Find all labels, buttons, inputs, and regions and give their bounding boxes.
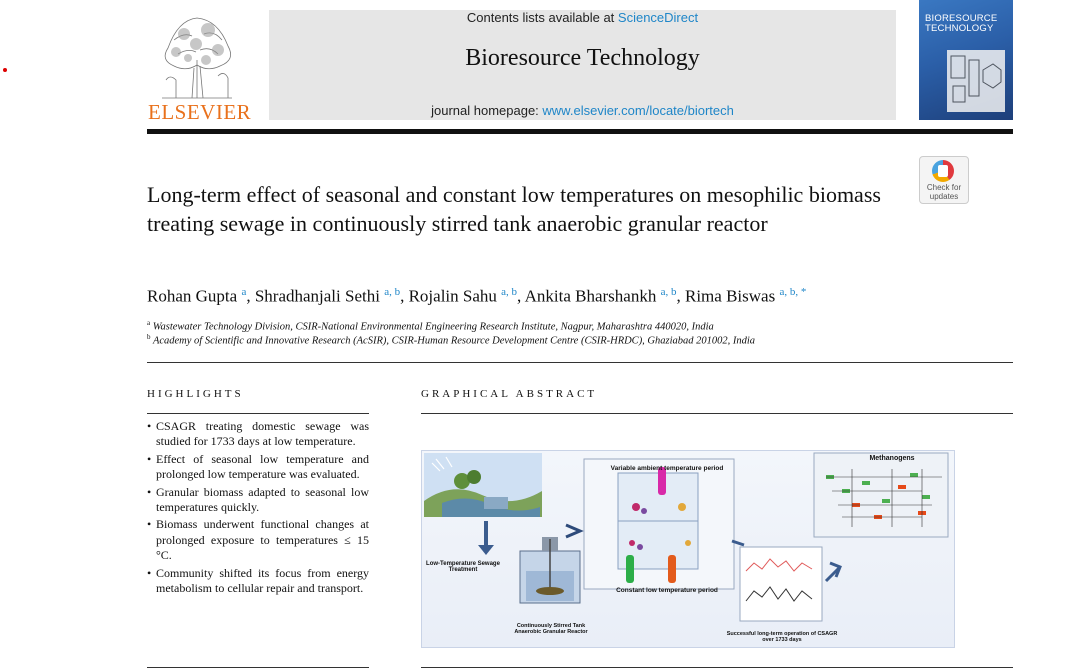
bottom-rule-left [147, 667, 369, 668]
highlights-heading: HIGHLIGHTS [147, 388, 244, 400]
section-rule [147, 362, 1013, 363]
red-dot-mark [3, 68, 7, 72]
highlight-item [147, 566, 369, 597]
journal-banner [269, 10, 896, 120]
ga-sewage-label: Low-Temperature Sewage Treatment [426, 561, 500, 573]
author-affiliation-link[interactable]: a, b [501, 286, 518, 298]
check-for-updates-button[interactable] [919, 156, 969, 204]
journal-name[interactable]: Bioresource Technology [465, 45, 700, 71]
highlight-text: Effect of seasonal low temperature and prolonged low temperature was evaluated. [156, 451, 369, 482]
graphical-abstract-graphic [422, 451, 954, 647]
bookmark-icon [932, 160, 954, 182]
highlight-text: CSAGR treating domestic sewage was studied for 1733 days at low temperature. [156, 419, 369, 449]
sciencedirect-link[interactable]: ScienceDirect [617, 10, 699, 25]
contents-line [269, 10, 896, 25]
bullet: • [147, 484, 152, 499]
journal-cover-thumbnail[interactable] [919, 0, 1013, 120]
highlight-text: Granular biomass adapted to seasonal low temperatures quickly. [156, 484, 369, 515]
affiliation-text: Academy of Scientific and Innovative Research (AcSIR), CSIR-Human Resource Development Centre (CSIR-HRDC), Ghaziabad 201002, India [152, 335, 756, 347]
author-name[interactable]: Rima Biswas [684, 286, 776, 306]
article-title: Long-term effect of seasonal and constant low temperatures on mesophilic biomass treating sewage in continuously stirred tank anaerobic granular reactor [147, 182, 881, 236]
affiliation-marker: b [147, 333, 151, 341]
cover-figure [947, 50, 1005, 112]
affiliation [147, 333, 1007, 347]
graphical-abstract-figure[interactable] [421, 450, 955, 648]
elsevier-logo[interactable] [148, 10, 252, 124]
cover-title: BIORESOURCE TECHNOLOGY [925, 13, 998, 34]
author-affiliation-link[interactable]: a [241, 286, 247, 298]
ga-reactor-label: Continuously Stirred Tank Anaerobic Granular Reactor [514, 623, 588, 635]
author-affiliation-link[interactable]: a, b [384, 286, 401, 298]
highlight-item [147, 419, 369, 450]
author-name[interactable]: Shradhanjali Sethi [254, 286, 380, 306]
bullet: • [147, 451, 152, 466]
graphical-abstract-rule [421, 413, 1013, 414]
author-name[interactable]: Rohan Gupta [147, 286, 238, 306]
highlight-text: Biomass underwent functional changes at prolonged exposure to temperatures ≤ 15 °C. [156, 517, 369, 563]
author-name[interactable]: Rojalin Sahu [408, 286, 497, 306]
highlight-item [147, 452, 369, 483]
graphical-abstract-heading: GRAPHICAL ABSTRACT [421, 388, 598, 400]
ga-variable-label: Variable ambient temperature period [610, 465, 724, 472]
homepage-prefix: journal homepage: [431, 103, 543, 118]
bottom-rule-right [421, 667, 1013, 668]
publisher-wordmark: ELSEVIER [148, 100, 252, 124]
affiliation-marker: a [147, 319, 151, 327]
highlight-text: Community shifted its focus from energy metabolism to cellular repair and transport. [156, 565, 369, 596]
bullet: • [147, 419, 152, 433]
header-rule [147, 129, 1013, 134]
author-affiliation-link[interactable]: a, b, * [779, 286, 807, 298]
homepage-line [269, 103, 896, 118]
author-name[interactable]: Ankita Bharshankh [524, 286, 657, 306]
affiliation-text: Wastewater Technology Division, CSIR-National Environmental Engineering Research Institute, Nagpur, Maharashtra 440020, India [152, 321, 714, 333]
elsevier-tree-icon [148, 10, 246, 102]
author-list: Rohan Gupta $^a$, Shradhanjali Sethi $^{a, b}$, Rojalin Sahu $^{a, b}$, Ankita Bharshankh $^{a, b}$, Rima Biswas $^{a, b, *}$ [147, 286, 807, 306]
ga-success-label: Successful long-term operation of CSAGR over 1733 days [726, 631, 838, 643]
homepage-link[interactable]: www.elsevier.com/locate/biortech [542, 103, 734, 118]
ga-constant-label: Constant low temperature period [616, 587, 718, 594]
ga-methanogens-label: Methanogens [869, 455, 915, 462]
check-updates-line1: Check for [926, 183, 962, 192]
check-updates-line2: updates [929, 192, 959, 201]
contents-prefix: Contents lists available at [466, 10, 618, 25]
highlight-item [147, 485, 369, 516]
bullet: • [147, 517, 152, 532]
affiliation [147, 319, 1007, 333]
bullet: • [147, 565, 152, 580]
author-affiliation-link[interactable]: a, b [660, 286, 677, 298]
cover-figure-graphic [947, 50, 1005, 112]
check-updates-label [920, 183, 968, 201]
highlights-list [147, 419, 369, 598]
highlights-rule [147, 413, 369, 414]
highlight-item [147, 517, 369, 563]
